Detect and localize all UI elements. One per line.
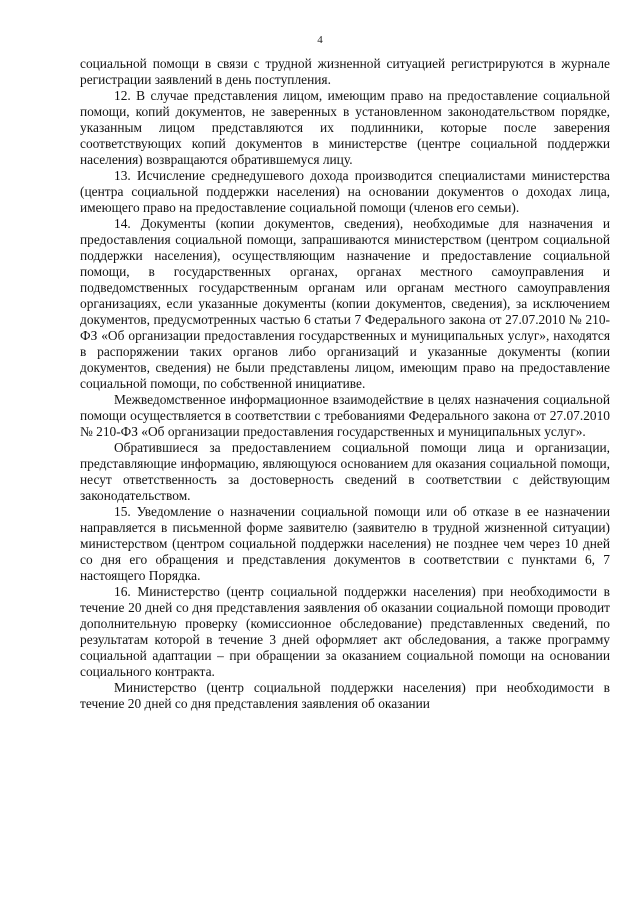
paragraph: Министерство (центр социальной поддержки населения) при необходимости в течение 20 дней со дня представления заявления об оказании <box>80 680 610 711</box>
paragraph: 13. Исчисление среднедушевого дохода производится специалистами министерства (центра социальной поддержки населения) на основании документов о доходах лица, имеющего право на предоставление социальной помощи (членов его семьи). <box>80 168 610 215</box>
paragraph: 15. Уведомление о назначении социальной помощи или об отказе в ее назначении направляется в письменной форме заявителю (заявителю в трудной жизненной ситуации) министерством (центром социальной поддержки населения) не позднее чем через 10 дней со дня его обращения и представления документов в соответствии с пунктами 6, 7 настоящего Порядка. <box>80 504 610 583</box>
paragraph: 14. Документы (копии документов, сведения), необходимые для назначения и предоставления социальной помощи, запрашиваются министерством (центром социальной поддержки населения), осуществляющим назначение и предоставление социальной помощи, в государственных органах, органах местного самоуправления и подведомственных государственным органам или органам местного самоуправления организациях, если указанные документы (копии документов, сведения), за исключением документов, предусмотренных частью 6 статьи 7 Федерального закона от 27.07.2010 № 210-ФЗ «Об организации предоставления государственных и муниципальных услуг», находятся в распоряжении таких органов либо организаций и указанные документы (копии документов, сведения) не были представлены лицом, имеющим право на предоставление социальной помощи, по собственной инициативе. <box>80 216 610 391</box>
paragraph: Межведомственное информационное взаимодействие в целях назначения социальной помощи осуществляется в соответствии с требованиями Федерального закона от 27.07.2010 № 210-ФЗ «Об организации предоставления государственных и муниципальных услуг». <box>80 392 610 439</box>
document-body <box>80 56 610 712</box>
paragraph: 12. В случае представления лицом, имеющим право на предоставление социальной помощи, копий документов, не заверенных в установленном законодательством порядке, указанным лицом представляются их подлинники, которые после заверения соответствующих копий документов в министерстве (центре социальной поддержки населения) возвращаются обратившемуся лицу. <box>80 88 610 167</box>
paragraph: Обратившиеся за предоставлением социальной помощи лица и организации, представляющие информацию, являющуюся основанием для оказания социальной помощи, несут ответственность за достоверность сведений в соответствии с действующим законодательством. <box>80 440 610 503</box>
paragraph: 16. Министерство (центр социальной поддержки населения) при необходимости в течение 20 дней со дня представления заявления об оказании социальной помощи проводит дополнительную проверку (комиссионное обследование) представленных сведений, по результатам которой в течение 3 дней оформляет акт обследования, а также программу социальной адаптации – при обращении за оказанием социальной помощи на основании социального контракта. <box>80 584 610 679</box>
page-number: 4 <box>317 34 323 46</box>
paragraph: социальной помощи в связи с трудной жизненной ситуацией регистрируются в журнале регистрации заявлений в день поступления. <box>80 56 610 87</box>
